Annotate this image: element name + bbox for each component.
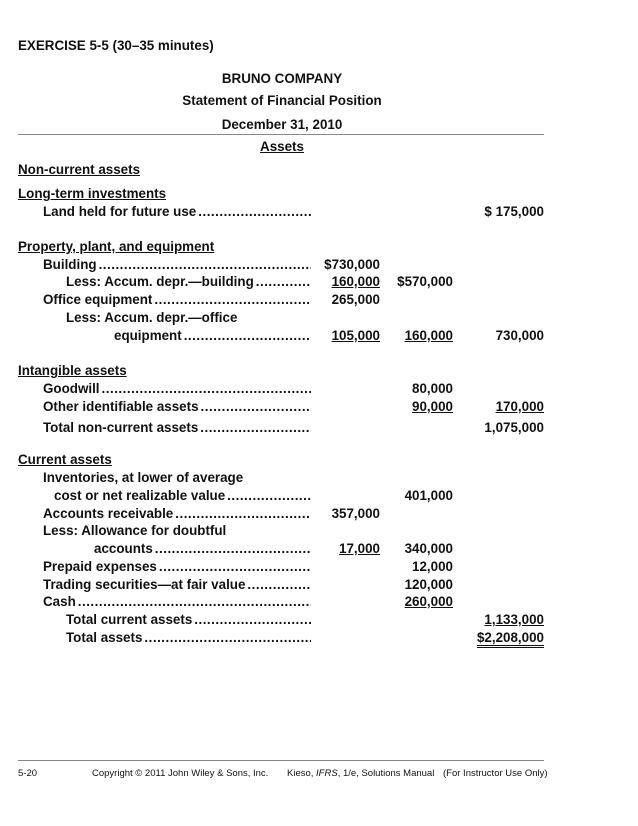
accum-office-amt: 105,000 [331, 328, 380, 343]
other-identifiable-label: Other identifiable assets [43, 399, 199, 414]
allowance-label2: accounts [94, 541, 153, 556]
statement-date: December 31, 2010 [221, 117, 343, 132]
prepaid-amt: 12,000 [412, 559, 453, 574]
trading-label: Trading securities—at fair value [43, 577, 246, 592]
ppe-total: 730,000 [495, 328, 544, 343]
ar-net: 340,000 [404, 541, 453, 556]
header-rule [18, 134, 544, 135]
intangible-total: 170,000 [495, 399, 544, 414]
long-term-heading: Long-term investments [18, 186, 167, 201]
noncurrent-heading: Non-current assets [18, 162, 141, 177]
total-noncurrent-row [18, 419, 548, 436]
footer-manual-prefix: Kieso, [287, 768, 317, 779]
building-net: $570,000 [397, 274, 453, 289]
office-amt: 265,000 [331, 292, 380, 307]
total-assets: $2,208,000 [477, 630, 544, 648]
footer-copyright: Copyright © 2011 John Wiley & Sons, Inc. [92, 768, 269, 779]
allowance-label1: Less: Allowance for doubtful [43, 523, 227, 538]
building-row [18, 256, 548, 273]
accum-office-label2: equipment [114, 328, 182, 343]
accum-building-row [18, 273, 548, 290]
accum-office-label1: Less: Accum. depr.—office [66, 310, 238, 325]
ar-label: Accounts receivable [43, 506, 174, 521]
prepaid-row [18, 558, 548, 575]
inventories-row-2 [18, 487, 548, 504]
footer-page-number: 5-20 [18, 768, 38, 779]
office-row [18, 291, 548, 308]
prepaid-label: Prepaid expenses [43, 559, 157, 574]
allowance-row-1 [18, 522, 548, 539]
office-label: Office equipment [43, 292, 153, 307]
land-label: Land held for future use [43, 204, 197, 219]
building-amt: $730,000 [324, 257, 380, 272]
total-assets-label: Total assets [66, 630, 143, 645]
inventories-row-1 [18, 469, 548, 486]
footer-note: (For Instructor Use Only) [443, 768, 548, 779]
allowance-amt: 17,000 [339, 541, 380, 556]
accum-building-amt: 160,000 [331, 274, 380, 289]
accum-office-row-2 [18, 327, 548, 344]
land-total: $ 175,000 [484, 204, 544, 219]
inventories-label2: cost or net realizable value [54, 488, 226, 503]
goodwill-label: Goodwill [43, 381, 100, 396]
company-name: BRUNO COMPANY [221, 71, 343, 86]
ppe-heading: Property, plant, and equipment [18, 239, 215, 254]
footer-manual-italic: IFRS [316, 768, 338, 779]
total-current-label: Total current assets [66, 612, 193, 627]
footer-manual-suffix: , 1/e, Solutions Manual [337, 768, 435, 779]
land-row [18, 203, 548, 220]
total-current-row [18, 611, 548, 628]
footer-manual [287, 768, 434, 779]
total-noncurrent: 1,075,000 [484, 420, 544, 435]
accum-building-label: Less: Accum. depr.—building [66, 274, 254, 289]
goodwill-amt: 80,000 [412, 381, 453, 396]
statement-title: Statement of Financial Position [182, 93, 382, 108]
total-noncurrent-label: Total non-current assets [43, 420, 199, 435]
inventories-amt: 401,000 [404, 488, 453, 503]
office-net: 160,000 [404, 328, 453, 343]
goodwill-row [18, 380, 548, 397]
current-heading: Current assets [18, 452, 112, 467]
cash-label: Cash [43, 594, 76, 609]
allowance-row-2 [18, 540, 548, 557]
ar-row [18, 505, 548, 522]
intangible-heading: Intangible assets [18, 363, 127, 378]
ar-amt: 357,000 [331, 506, 380, 521]
trading-row [18, 576, 548, 593]
other-identifiable-amt: 90,000 [412, 399, 453, 414]
footer-rule [18, 760, 544, 761]
accum-office-row-1 [18, 309, 548, 326]
other-identifiable-row [18, 398, 548, 415]
total-current: 1,133,000 [484, 612, 544, 627]
building-label: Building [43, 257, 97, 272]
cash-row [18, 593, 548, 610]
exercise-title: EXERCISE 5-5 (30–35 minutes) [18, 38, 214, 53]
trading-amt: 120,000 [404, 577, 453, 592]
section-assets: Assets [260, 139, 304, 154]
cash-amt: 260,000 [404, 594, 453, 609]
inventories-label1: Inventories, at lower of average [43, 470, 244, 485]
total-assets-row [18, 629, 548, 646]
